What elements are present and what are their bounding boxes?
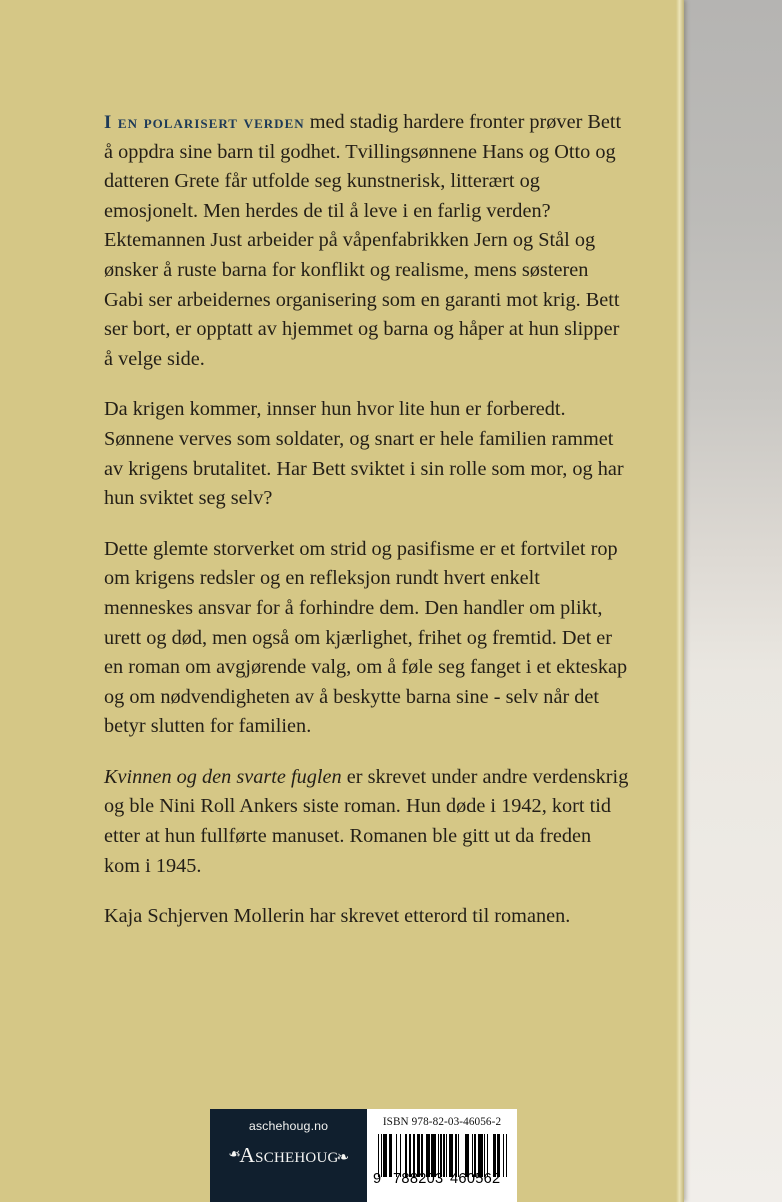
book-edge-highlight	[676, 0, 684, 1202]
blurb-paragraph-1-rest: med stadig hardere fronter prøver Bett å oppdra sine barn til godhet. Tvillingsønnene Hans og Otto og datteren Grete får utfolde seg kunstnerisk, litterært og emosjonelt. Men herdes de til å leve i en farlig verden? Ektemannen Just arbeider på våpenfabrikken Jern og Stål og ønsker å ruste barna for konflikt og realisme, mens søsteren Gabi ser arbeidernes organisering som en garanti mot krig. Bett ser bort, er opptatt av hjemmet og barna og håper at hun slipper å velge side.	[104, 111, 622, 370]
novel-title: Kvinnen og den svarte fuglen	[104, 765, 342, 788]
blurb-lead-smallcaps: I en polarisert verden	[104, 112, 305, 133]
blurb-paragraph-4	[104, 763, 632, 881]
blurb-text-block	[104, 108, 632, 932]
publisher-wordmark: Aschehoug	[239, 1143, 339, 1167]
ean-group-2: 460562	[450, 1171, 501, 1187]
flourish-left-icon: ❧	[227, 1146, 241, 1163]
aschehoug-logo	[210, 1143, 367, 1168]
blurb-paragraph-4-rest: er skrevet under andre verdenskrig og ble Nini Roll Ankers siste roman. Hun døde i 1942, kort tid etter at hun fullførte manuset. Romanen ble gitt ut da freden kom i 1945.	[104, 765, 629, 877]
publisher-website-url: aschehoug.no	[248, 1119, 329, 1133]
isbn-text: ISBN 978-82-03-46056-2	[382, 1116, 502, 1128]
ean-group-1: 788203	[393, 1171, 444, 1187]
ean13-barcode-digits	[373, 1171, 512, 1189]
blurb-paragraph-1	[104, 108, 632, 374]
ean-lead-digit: 9	[373, 1171, 382, 1187]
publisher-logo-block	[210, 1109, 367, 1202]
isbn-barcode-block	[367, 1109, 517, 1202]
blurb-paragraph-2: Da krigen kommer, innser hun hvor lite hun er forberedt. Sønnene verves som soldater, og snart er hele familien rammet av krigens brutalitet. Har Bett sviktet i sin rolle som mor, og har hun sviktet seg selv?	[104, 398, 624, 510]
blurb-paragraph-3: Dette glemte storverket om strid og pasifisme er et fortvilet rop om krigens redsler og en refleksjon rundt hvert enkelt menneskes ansvar for å forhindre dem. Den handler om plikt, urett og død, men også om kjærlighet, frihet og fremtid. Det er en roman om avgjørende valg, om å føle seg fanget i et ekteskap og om nødvendigheten av å beskytte barna sine - selv når det betyr slutten for familien.	[104, 537, 628, 738]
flourish-right-icon: ❧	[336, 1149, 350, 1166]
blurb-paragraph-5: Kaja Schjerven Mollerin har skrevet etterord til romanen.	[104, 905, 571, 928]
